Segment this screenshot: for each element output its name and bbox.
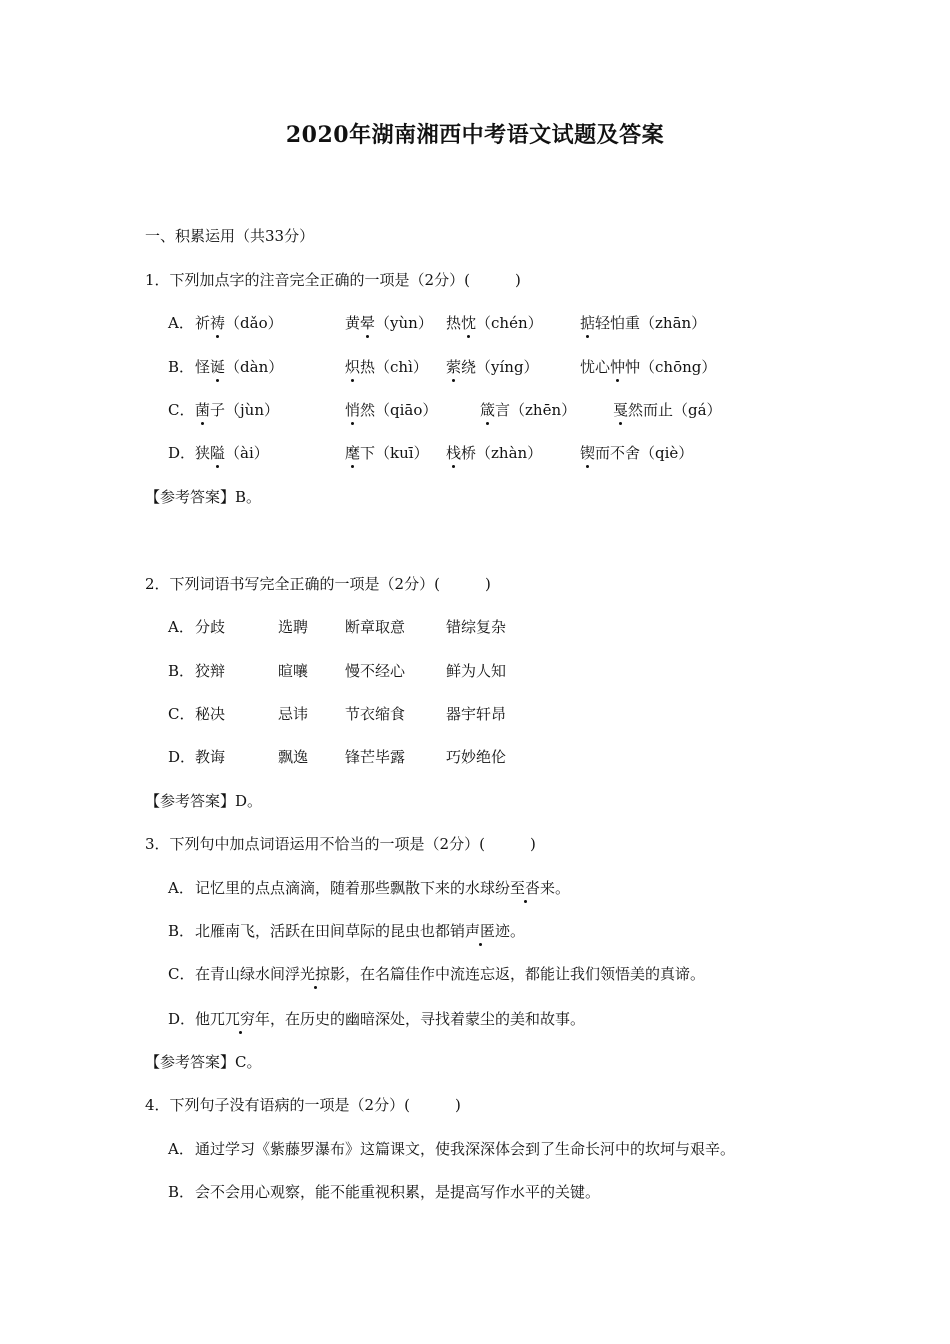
option-word <box>195 400 279 420</box>
option-sentence: 会不会用心观察，能不能重视积累，是提高写作水平的关键。 <box>195 1183 601 1201</box>
emphasis-dot-text: 忱 <box>461 314 477 332</box>
option-word: 错综复杂 <box>446 618 507 636</box>
text-run: 忧心 <box>580 358 611 376</box>
option-word: 忌讳 <box>278 705 309 723</box>
emphasis-dot-text: 菌 <box>195 401 211 419</box>
option-label: A． <box>168 314 194 332</box>
emphasis-dot-text: 销声匿迹 <box>450 922 511 940</box>
text-run: 然而止（gá） <box>628 401 722 419</box>
option-word: 狡辩 <box>195 662 226 680</box>
option-label: A． <box>168 1140 194 1158</box>
text-run: 子（jùn） <box>210 401 279 419</box>
text-run: 轻怕重（zhān） <box>595 314 707 332</box>
option-word <box>345 313 433 333</box>
emphasis-dot-text: 萦 <box>446 358 462 376</box>
text-run: 。 <box>555 879 571 897</box>
option-label: B． <box>168 358 195 376</box>
option-word <box>446 443 542 463</box>
question-4-stem: 4．下列句子没有语病的一项是（2分）( ) <box>145 1096 461 1114</box>
emphasis-dot-text: 隘 <box>210 444 226 462</box>
emphasis-dot-text: 炽 <box>345 358 361 376</box>
option-word: 分歧 <box>195 618 226 636</box>
option-word <box>613 400 722 420</box>
option-word <box>195 357 283 377</box>
text-run: 绕（yíng） <box>461 358 539 376</box>
emphasis-dot-text: 祷 <box>210 314 226 332</box>
text-run: 热（chì） <box>360 358 428 376</box>
option-word <box>580 443 693 463</box>
text-run: 言（zhēn） <box>495 401 577 419</box>
option-word: 选聘 <box>278 618 309 636</box>
text-run: 热 <box>446 314 462 332</box>
text-run: 桥（zhàn） <box>461 444 543 462</box>
option-label: D． <box>168 444 196 462</box>
text-run: 祈 <box>195 314 211 332</box>
question-1-stem: 1．下列加点字的注音完全正确的一项是（2分）( ) <box>145 271 521 289</box>
option-sentence <box>195 878 570 898</box>
text-run: 忡（chōng） <box>625 358 717 376</box>
emphasis-dot-text: 悄 <box>345 401 361 419</box>
emphasis-dot-text: 晕 <box>360 314 376 332</box>
text-run: 下（kuī） <box>360 444 429 462</box>
option-sentence <box>195 964 705 984</box>
option-label: B． <box>168 1183 195 1201</box>
emphasis-dot-text: 掂 <box>580 314 596 332</box>
section-heading: 一、积累运用（共33分） <box>145 227 315 245</box>
emphasis-dot-text: 戛 <box>613 401 629 419</box>
option-word <box>345 443 429 463</box>
option-word <box>580 357 716 377</box>
option-word: 器宇轩昂 <box>446 705 507 723</box>
option-word: 巧妙绝伦 <box>446 748 507 766</box>
option-label: C． <box>168 705 195 723</box>
emphasis-dot-text: 麾 <box>345 444 361 462</box>
option-sentence: 通过学习《紫藤罗瀑布》这篇课文，使我深深体会到了生命长河中的坎坷与艰辛。 <box>195 1140 736 1158</box>
page-title: 2020年湖南湘西中考语文试题及答案 <box>285 122 665 148</box>
option-word <box>446 313 543 333</box>
option-word <box>345 357 428 377</box>
option-word: 暄嚷 <box>278 662 309 680</box>
option-word: 锋芒毕露 <box>345 748 406 766</box>
text-run: 怪 <box>195 358 211 376</box>
option-sentence <box>195 1009 585 1029</box>
question-2-stem: 2．下列词语书写完全正确的一项是（2分）( ) <box>145 575 491 593</box>
option-word <box>345 400 437 420</box>
question-2-answer: 【参考答案】D。 <box>145 792 263 810</box>
option-word <box>480 400 576 420</box>
question-3-stem: 3．下列句中加点词语运用不恰当的一项是（2分）( ) <box>145 835 536 853</box>
option-word <box>580 313 706 333</box>
text-run: 。 <box>510 922 526 940</box>
text-run: 在青山绿水间 <box>195 965 286 983</box>
text-run: （dàn） <box>225 358 284 376</box>
option-label: D． <box>168 748 196 766</box>
text-run: 而不舍（qiè） <box>595 444 694 462</box>
option-word: 秘决 <box>195 705 226 723</box>
text-run: 然（qiāo） <box>360 401 438 419</box>
text-run: （dǎo） <box>225 314 283 332</box>
text-run: 狭 <box>195 444 211 462</box>
emphasis-dot-text: 浮光掠影 <box>285 965 346 983</box>
text-run: （chén） <box>476 314 543 332</box>
option-word <box>195 313 283 333</box>
text-run: 黄 <box>345 314 361 332</box>
option-word: 节衣缩食 <box>345 705 406 723</box>
emphasis-dot-text: 箴 <box>480 401 496 419</box>
option-sentence <box>195 921 525 941</box>
text-run: ，在名篇佳作中流连忘返，都能让我们领悟美的真谛。 <box>345 965 706 983</box>
option-word: 断章取意 <box>345 618 406 636</box>
text-run: ，在历史的幽暗深处，寻找着蒙尘的美和故事。 <box>270 1010 586 1028</box>
option-word: 慢不经心 <box>345 662 406 680</box>
option-label: D． <box>168 1010 196 1028</box>
emphasis-dot-text: 忡 <box>610 358 626 376</box>
text-run: 北雁南飞，活跃在田间草际的昆虫也都 <box>195 922 451 940</box>
option-word: 教诲 <box>195 748 226 766</box>
question-3-answer: 【参考答案】C。 <box>145 1053 262 1071</box>
text-run: 他 <box>195 1010 211 1028</box>
option-word <box>446 357 539 377</box>
emphasis-dot-text: 兀兀穷年 <box>210 1010 271 1028</box>
option-word: 鲜为人知 <box>446 662 507 680</box>
text-run: 记忆里的点点滴滴，随着那些飘散下来的水球 <box>195 879 496 897</box>
option-label: C． <box>168 401 195 419</box>
emphasis-dot-text: 诞 <box>210 358 226 376</box>
option-label: A． <box>168 618 194 636</box>
option-label: B． <box>168 922 195 940</box>
emphasis-dot-text: 栈 <box>446 444 462 462</box>
option-label: C． <box>168 965 195 983</box>
emphasis-dot-text: 纷至沓来 <box>495 879 556 897</box>
option-word <box>195 443 269 463</box>
question-1-answer: 【参考答案】B。 <box>145 488 262 506</box>
option-label: A． <box>168 879 194 897</box>
option-word: 飘逸 <box>278 748 309 766</box>
text-run: （ài） <box>225 444 269 462</box>
emphasis-dot-text: 锲 <box>580 444 596 462</box>
text-run: （yùn） <box>375 314 433 332</box>
option-label: B． <box>168 662 195 680</box>
